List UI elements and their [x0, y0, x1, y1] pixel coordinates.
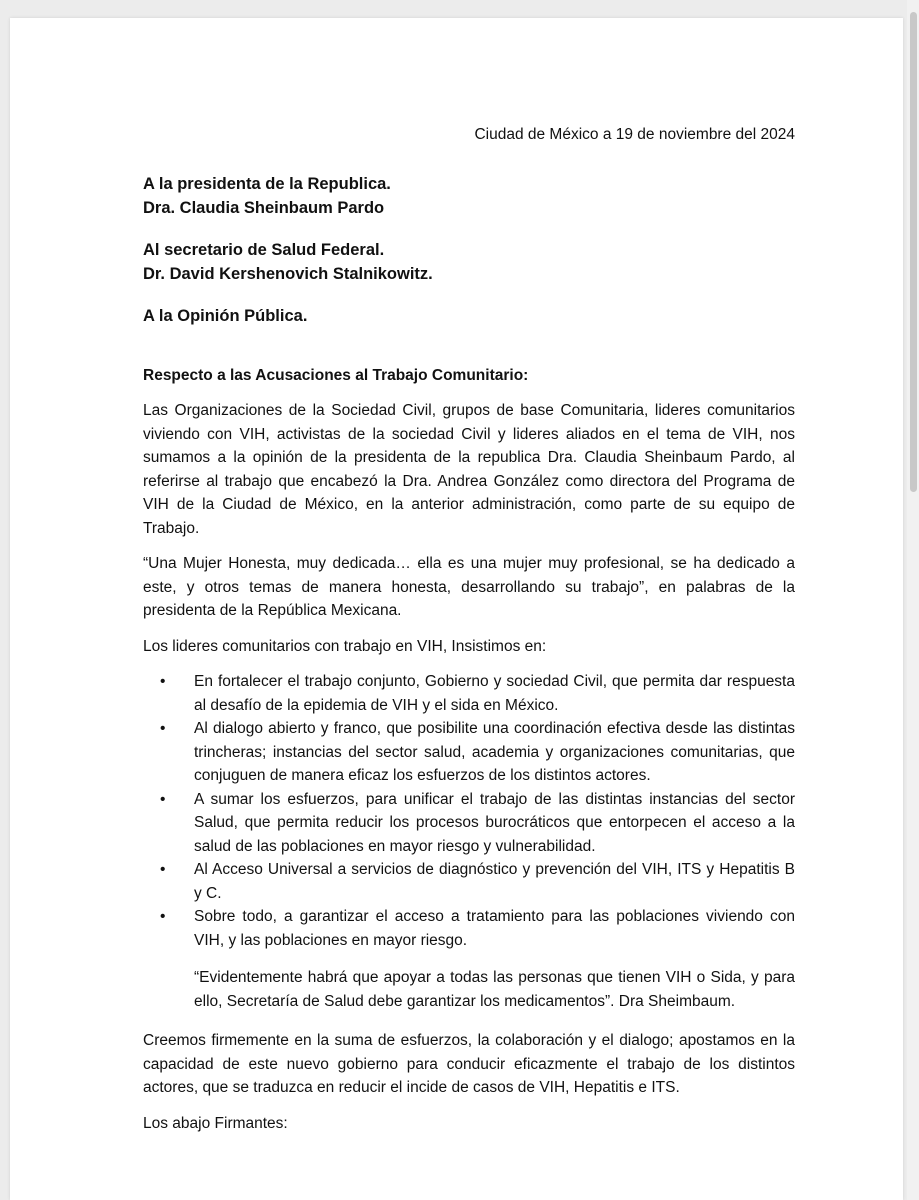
recipient-line: A la presidenta de la Republica.	[143, 174, 391, 193]
bullet-icon: •	[160, 908, 166, 925]
scrollbar-thumb[interactable]	[910, 12, 917, 492]
list-item-text: A sumar los esfuerzos, para unificar el trabajo de las distintas instancias del sector Salud, que permita reducir los procesos burocráticos que entorpecen el acceso a la salud de las poblaciones en mayor riesgo y vulnerabilidad.	[194, 790, 795, 855]
quote-president: “Una Mujer Honesta, muy dedicada… ella es una mujer muy profesional, se ha dedicado a este, y otros temas de manera honesta, desarrollando su trabajo”, en palabras de la presidenta de la República Mexicana.	[143, 555, 795, 619]
bullet-icon: •	[160, 790, 166, 808]
recipient-public-opinion	[143, 304, 795, 328]
list-item	[160, 905, 795, 952]
list-intro: Los lideres comunitarios con trabajo en VIH, Insistimos en:	[143, 637, 547, 655]
list-item	[160, 788, 795, 859]
list-item-text: En fortalecer el trabajo conjunto, Gobierno y sociedad Civil, que permita dar respuesta al desafío de la epidemia de VIH y el sida en México.	[194, 673, 795, 714]
demands-list	[133, 670, 795, 952]
recipient-name: Dr. David Kershenovich Stalnikowitz.	[143, 264, 433, 283]
document-page	[10, 18, 903, 1200]
recipient-line: Al secretario de Salud Federal.	[143, 240, 385, 259]
letter-subject: Respecto a las Acusaciones al Trabajo Comunitario:	[143, 366, 529, 384]
recipient-line: A la Opinión Pública.	[143, 306, 308, 325]
list-item	[160, 670, 795, 717]
bullet-icon: •	[160, 720, 166, 737]
paragraph-closing: Creemos firmemente en la suma de esfuerzos, la colaboración y el dialogo; apostamos en la capacidad de este nuevo gobierno para conducir eficazmente el trabajo de los distintos actores, que se traduzca en reducir el incide de casos de VIH, Hepatitis e ITS.	[143, 1032, 795, 1096]
list-item	[160, 717, 795, 788]
signers-heading: Los abajo Firmantes:	[143, 1114, 288, 1132]
bullet-icon: •	[160, 673, 166, 690]
list-item-text: Sobre todo, a garantizar el acceso a tratamiento para las poblaciones viviendo con VIH, y las poblaciones en mayor riesgo.	[194, 908, 795, 949]
paragraph-intro: Las Organizaciones de la Sociedad Civil, grupos de base Comunitaria, lideres comunitarios viviendo con VIH, activistas de la sociedad Civil y lideres aliados en el tema de VIH, nos sumamos a la opinión de la presidenta de la republica Dra. Claudia Sheinbaum Pardo, al referirse al trabajo que encabezó la Dra. Andrea González como directora del Programa de VIH de la Ciudad de México, en la anterior administración, como parte de su equipo de Trabajo.	[143, 402, 795, 537]
recipient-health-secretary	[143, 238, 795, 286]
list-item-text: Al Acceso Universal a servicios de diagnóstico y prevención del VIH, ITS y Hepatitis B y C.	[194, 861, 795, 902]
quote-sheinbaum: “Evidentemente habrá que apoyar a todas las personas que tienen VIH o Sida, y para ello, Secretaría de Salud debe garantizar los medicamentos”. Dra Sheimbaum.	[194, 969, 795, 1010]
letter-body	[133, 123, 795, 1147]
recipient-name: Dra. Claudia Sheinbaum Pardo	[143, 198, 385, 217]
list-item-text: Al dialogo abierto y franco, que posibilite una coordinación efectiva desde las distintas trincheras; instancias del sector salud, academia y organizaciones comunitarias, que conjuguen de manera eficaz los esfuerzos de los distintos actores.	[194, 720, 795, 784]
bullet-icon: •	[160, 861, 166, 878]
vertical-scrollbar[interactable]	[907, 0, 919, 1200]
letter-date: Ciudad de México a 19 de noviembre del 2024	[474, 126, 795, 143]
recipient-president	[143, 172, 795, 220]
list-item	[160, 858, 795, 905]
